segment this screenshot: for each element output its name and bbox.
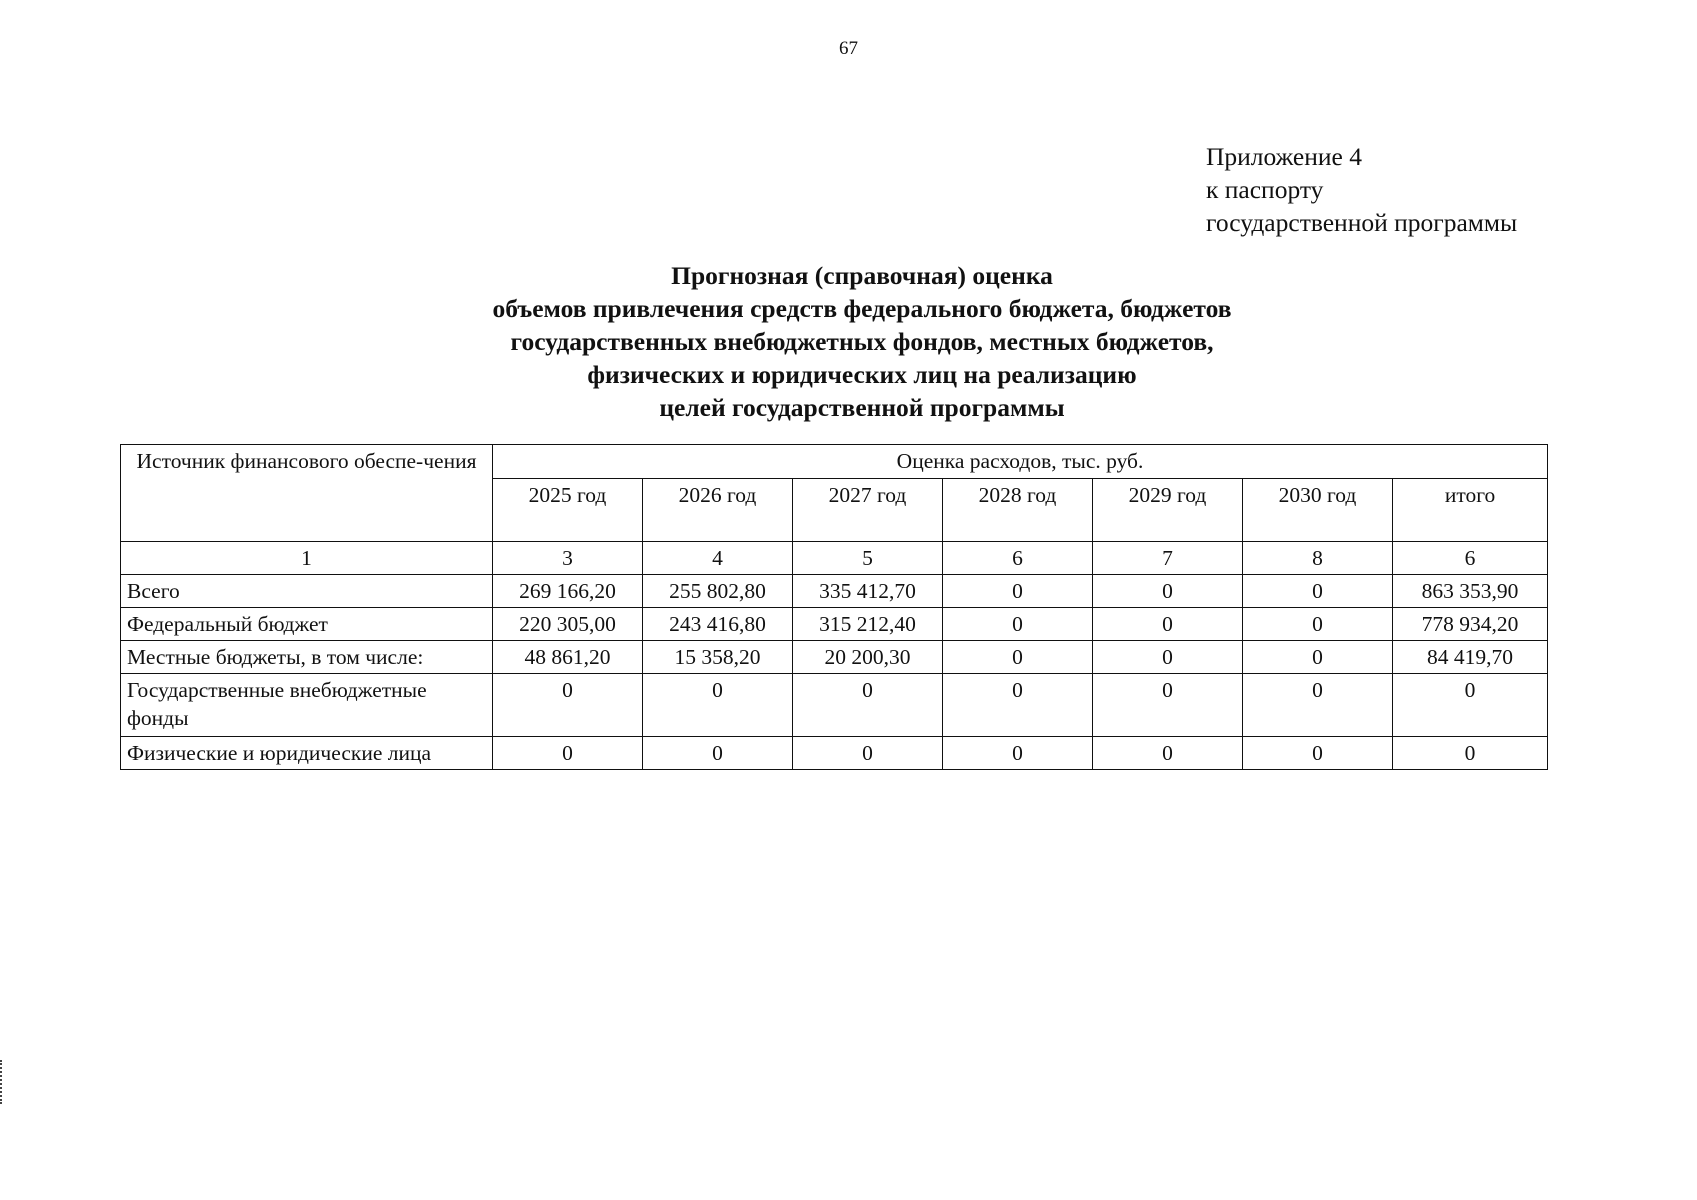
row-value: 335 412,70: [793, 575, 943, 608]
row-value: 315 212,40: [793, 608, 943, 641]
row-value: 243 416,80: [643, 608, 793, 641]
row-source: Федеральный бюджет: [121, 608, 493, 641]
row-value: 0: [1093, 737, 1243, 770]
year-header: 2028 год: [943, 479, 1093, 542]
row-source: Местные бюджеты, в том числе:: [121, 641, 493, 674]
scan-margin-marks: [0, 1060, 6, 1104]
row-total: 863 353,90: [1393, 575, 1548, 608]
column-number: 8: [1243, 542, 1393, 575]
row-value: 0: [1093, 674, 1243, 737]
column-number: 3: [493, 542, 643, 575]
row-value: 20 200,30: [793, 641, 943, 674]
row-total: 84 419,70: [1393, 641, 1548, 674]
row-value: 0: [1093, 608, 1243, 641]
row-value: 0: [1243, 575, 1393, 608]
title-line: объемов привлечения средств федерального бюджета, бюджетов: [492, 294, 1232, 323]
column-number: 6: [1393, 542, 1548, 575]
appendix-line: к паспорту: [1206, 175, 1324, 204]
row-value: 0: [493, 737, 643, 770]
estimate-header: Оценка расходов, тыс. руб.: [493, 445, 1548, 479]
row-source: Физические и юридические лица: [121, 737, 493, 770]
row-value: 0: [1243, 737, 1393, 770]
row-value: 0: [943, 674, 1093, 737]
title-line: государственных внебюджетных фондов, местных бюджетов,: [510, 327, 1214, 356]
table-header-row: [121, 445, 1548, 479]
row-value: 0: [793, 674, 943, 737]
source-header: Источник финансового обеспе-чения: [121, 445, 493, 542]
page-number: 67: [839, 38, 858, 59]
row-value: 0: [943, 575, 1093, 608]
row-value: 0: [943, 608, 1093, 641]
table-row: [121, 737, 1548, 770]
row-total: 0: [1393, 674, 1548, 737]
row-value: 269 166,20: [493, 575, 643, 608]
row-value: 48 861,20: [493, 641, 643, 674]
year-header: 2029 год: [1093, 479, 1243, 542]
row-value: 0: [643, 674, 793, 737]
year-header: 2030 год: [1243, 479, 1393, 542]
table-row: [121, 641, 1548, 674]
row-total: 778 934,20: [1393, 608, 1548, 641]
row-value: 15 358,20: [643, 641, 793, 674]
row-source: Государственные внебюджетные фонды: [121, 674, 493, 737]
column-number: 5: [793, 542, 943, 575]
total-header: итого: [1393, 479, 1548, 542]
table-row: [121, 575, 1548, 608]
title-line: целей государственной программы: [659, 393, 1065, 422]
column-number: 4: [643, 542, 793, 575]
title-line: Прогнозная (справочная) оценка: [671, 261, 1053, 290]
year-header: 2027 год: [793, 479, 943, 542]
row-value: 0: [793, 737, 943, 770]
appendix-note: [1206, 140, 1517, 239]
column-number: 7: [1093, 542, 1243, 575]
column-number-row: [121, 542, 1548, 575]
row-value: 0: [1243, 674, 1393, 737]
row-value: 0: [943, 737, 1093, 770]
row-value: 220 305,00: [493, 608, 643, 641]
row-source: Всего: [121, 575, 493, 608]
document-title: [0, 259, 1697, 424]
column-number: 6: [943, 542, 1093, 575]
table-row: [121, 674, 1548, 737]
row-value: 0: [1093, 641, 1243, 674]
budget-table: [120, 444, 1548, 770]
row-value: 0: [1243, 641, 1393, 674]
appendix-line: государственной программы: [1206, 208, 1518, 237]
row-total: 0: [1393, 737, 1548, 770]
row-value: 0: [493, 674, 643, 737]
row-value: 0: [1093, 575, 1243, 608]
row-value: 0: [943, 641, 1093, 674]
year-header: 2025 год: [493, 479, 643, 542]
year-header: 2026 год: [643, 479, 793, 542]
row-value: 0: [1243, 608, 1393, 641]
column-number: 1: [121, 542, 493, 575]
table-row: [121, 608, 1548, 641]
title-line: физических и юридических лиц на реализацию: [587, 360, 1137, 389]
row-value: 255 802,80: [643, 575, 793, 608]
row-value: 0: [643, 737, 793, 770]
appendix-line: Приложение 4: [1206, 142, 1362, 171]
